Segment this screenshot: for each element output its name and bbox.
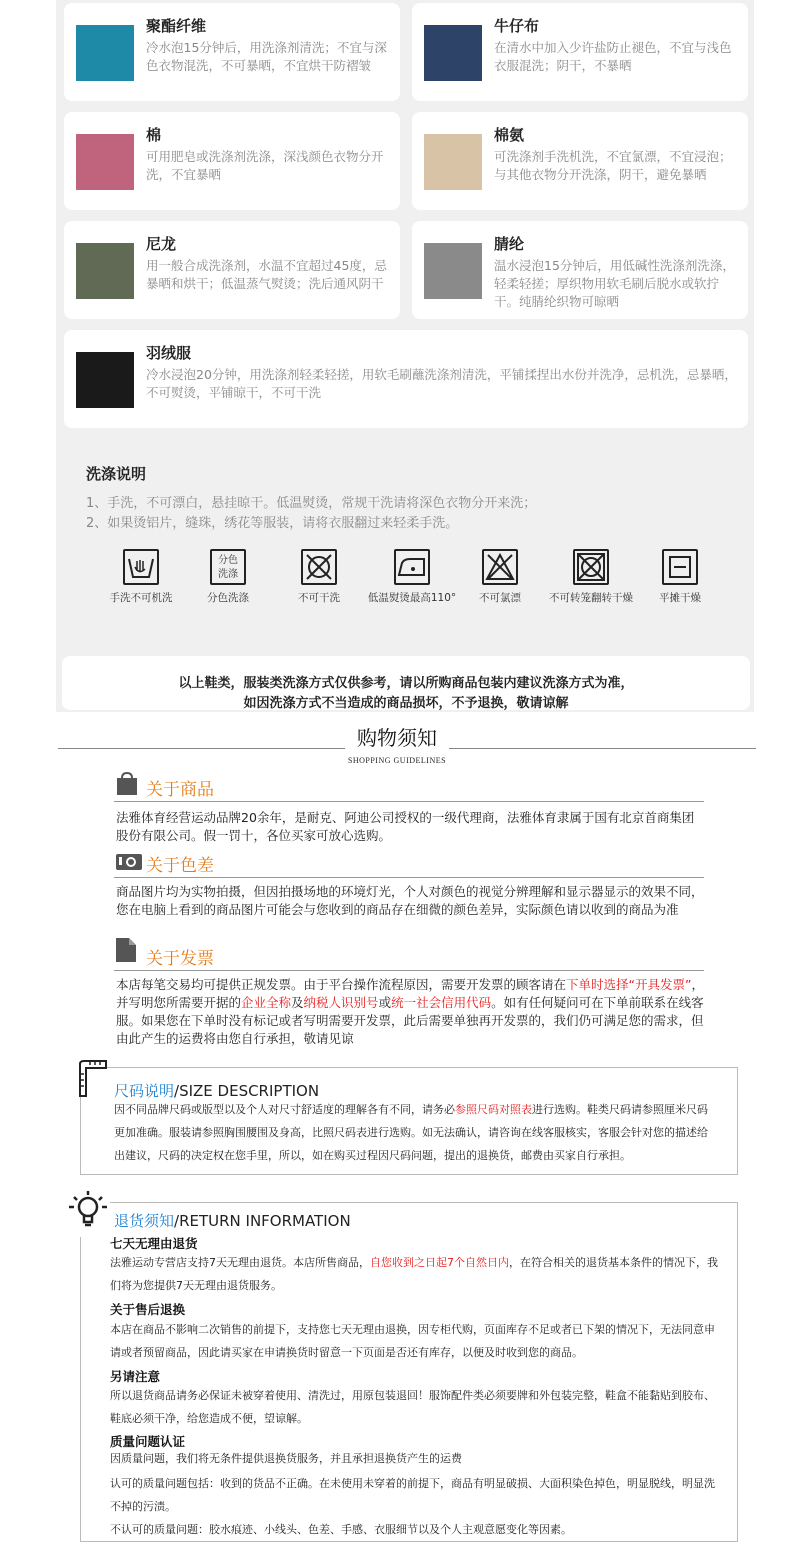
fabric-desc: 可用肥皂或洗涤剂洗涤，深浅颜色衣物分开洗，不宜暴晒 [146, 149, 384, 182]
return-title [114, 1210, 351, 1231]
section-divider [114, 970, 704, 971]
camera-icon [116, 852, 142, 874]
fabric-card [64, 112, 400, 210]
section-divider [114, 877, 704, 878]
text-run: 因不同品牌尺码或版型以及个人对尺寸舒适度的理解各有不同，请务必 [114, 1103, 455, 1116]
low-iron-icon [394, 549, 430, 585]
return-subheading: 七天无理由退货 [110, 1236, 198, 1251]
return-text: 认可的质量问题包括：收到的货品不正确。在未使用未穿着的前提下，商品有明显破损、大面积染色掉色，明显脱线，明显洗不掉的污渍。 [110, 1477, 715, 1513]
return-subheading: 质量问题认证 [110, 1434, 186, 1449]
fabric-card [412, 221, 748, 319]
hand-wash-icon [123, 549, 159, 585]
section-text: 法雅体育经营运动品牌20余年，是耐克、阿迪公司授权的一级代理商，法雅体育隶属于国有北京首商集团股份有限公司。假一罚十，各位买家可放心选购。 [116, 810, 695, 843]
fabric-name: 棉氨 [494, 126, 525, 144]
symbol-label: 平摊干燥 [659, 592, 701, 604]
text-run: ，并写明您所需要开据的 [116, 977, 704, 1010]
text-highlight: 自您收到之日起7个自然日内 [370, 1256, 509, 1269]
symbol-label: 分色洗涤 [207, 592, 249, 604]
return-title-en: /RETURN INFORMATION [174, 1212, 351, 1230]
text-highlight: 企业全称 [241, 995, 292, 1010]
return-text: 本店在商品不影响二次销售的前提下，支持您七天无理由退换，因专柜代购，页面库存不足或者已下架的情况下，无法同意申请或者预留商品，因此请买家在申请换货时留意一下页面是否还有库存，以便及时收到您的商品。 [110, 1323, 715, 1359]
notice-line: 如因洗涤方式不当造成的商品损坏，不予退换，敬请谅解 [243, 696, 569, 711]
page-title-text: 购物须知 [345, 726, 449, 750]
return-text: 因质量问题，我们将无条件提供退换货服务，并且承担退换货产生的运费 [110, 1452, 462, 1465]
fabric-card [64, 221, 400, 319]
text-run: 或 [378, 995, 392, 1010]
invoice-text [116, 976, 706, 1048]
size-title-en: /SIZE DESCRIPTION [174, 1082, 320, 1100]
section-title: 关于商品 [146, 780, 214, 800]
fabric-name: 聚酯纤维 [146, 17, 207, 35]
symbol-label: 手洗不可机洗 [109, 592, 173, 604]
fabric-card [412, 3, 748, 101]
return-text: 不认可的质量问题：胶水痕迹、小线头、色差、手感、衣服细节以及个人主观意愿变化等因素。 [110, 1523, 572, 1536]
text-run: 本店每笔交易均可提供正规发票。由于平台操作流程原因，需要开发票的顾客请在 [116, 977, 567, 992]
symbol-label: 低温熨烫最高110° [367, 592, 457, 604]
symbol-label: 不可干洗 [298, 592, 340, 604]
no-tumble-dry-icon [573, 549, 609, 585]
dry-flat-icon [662, 549, 698, 585]
wash-line: 2、如果烫铝片，缝珠，绣花等服装，请将衣服翻过来轻柔手洗。 [86, 516, 459, 531]
fabric-swatch [424, 25, 482, 81]
text-run: 及 [291, 995, 304, 1010]
separate-wash-icon [210, 549, 246, 585]
fabric-swatch [76, 352, 134, 408]
section-divider [114, 801, 704, 802]
wash-notice [62, 656, 750, 710]
section-title: 关于发票 [146, 949, 214, 969]
text-run: ，在符合相关的退货基本条件的情况下，我们将为您提供7天无理由退货服务。 [110, 1256, 718, 1292]
return-text [110, 1251, 722, 1297]
text-highlight: 统一社会信用代码 [391, 995, 492, 1010]
wash-line: 1、手洗，不可漂白，悬挂晾干。低温熨烫，常规干洗请将深色衣物分开来洗； [86, 496, 537, 511]
text-run: 。如有任何疑问可在下单前联系在线客服。如果您在下单时没有标记或者写明需要开发票，此后需要单独再开发票的，我们仍可满足您的需求，但由此产生的运费将由您自行承担，敬请见谅 [116, 995, 704, 1046]
text-run: 法雅运动专营店支持7天无理由退货。本店所售商品， [110, 1256, 370, 1269]
no-bleach-icon [482, 549, 518, 585]
section-text: 商品图片均为实物拍摄，但因拍摄场地的环境灯光，个人对颜色的视觉分辨理解和显示器显示的效果不同，您在电脑上看到的商品图片可能会与您收到的商品存在细微的颜色差异，实际颜色请以收到的商品为准 [116, 884, 704, 917]
symbol-label: 不可氯漂 [479, 592, 521, 604]
fabric-swatch [76, 134, 134, 190]
separate-wash-glyph: 分色 [218, 555, 238, 566]
fabric-card [64, 3, 400, 101]
fabric-desc: 温水浸泡15分钟后，用低碱性洗涤剂洗涤，轻柔轻搓；厚织物用软毛刷后脱水或软拧干。纯腈纶织物可晾晒 [494, 258, 735, 309]
return-title-cn: 退货须知 [114, 1212, 175, 1230]
text-highlight: 下单时选择“开具发票” [566, 977, 692, 992]
text-highlight: 参照尺码对照表 [455, 1103, 532, 1116]
lightbulb-icon [66, 1189, 110, 1237]
return-subheading: 另请注意 [110, 1369, 161, 1384]
fabric-desc: 可洗涤剂手洗机洗，不宜氯漂，不宜浸泡；与其他衣物分开洗涤，阴干，避免暴晒 [494, 149, 732, 182]
text-highlight: 纳税人识别号 [303, 995, 379, 1010]
fabric-name: 羽绒服 [146, 344, 192, 362]
fabric-name: 尼龙 [146, 235, 177, 253]
fabric-name: 棉 [146, 126, 162, 144]
section-title: 关于色差 [146, 856, 214, 876]
separate-wash-glyph: 洗涤 [218, 569, 238, 580]
fabric-swatch [76, 243, 134, 299]
bag-icon [116, 772, 138, 800]
fabric-name: 腈纶 [494, 235, 525, 253]
fabric-swatch [424, 243, 482, 299]
notice-line: 以上鞋类，服装类洗涤方式仅供参考，请以所购商品包装内建议洗涤方式为准， [178, 676, 634, 691]
text-run: 进行选购。鞋类尺码请参照厘米尺码更加准确。服装请参照胸围腰围及身高，比照尺码表进行选购。如无法确认，请咨询在线客服核实，客服会针对您的描述给出建议，尺码的决定权在您手里，所以，如在购买过程因尺码问题，提出的退换货，邮费由买家自行承担。 [114, 1103, 708, 1162]
fabric-card [412, 112, 748, 210]
no-dry-clean-icon [301, 549, 337, 585]
fabric-name: 牛仔布 [494, 17, 540, 35]
return-subheading: 关于售后退换 [110, 1302, 186, 1317]
document-icon [116, 938, 136, 966]
fabric-swatch [424, 134, 482, 190]
symbol-label: 不可转笼翻转干燥 [549, 592, 633, 604]
fabric-swatch [76, 25, 134, 81]
page-title [0, 722, 794, 751]
wash-title: 洗涤说明 [86, 465, 147, 483]
fabric-desc: 冷水泡15分钟后，用洗涤剂清洗；不宜与深色衣物混洗，不可暴晒，不宜烘干防褶皱 [146, 40, 387, 73]
size-title-cn: 尺码说明 [114, 1082, 175, 1100]
return-text: 所以退货商品请务必保证未被穿着使用、清洗过，用原包装退回！服饰配件类必须要牌和外包装完整，鞋盒不能黏贴到胶布、鞋底必须干净，给您造成不便，望谅解。 [110, 1389, 715, 1425]
fabric-desc: 冷水浸泡20分钟，用洗涤剂轻柔轻搓，用软毛刷蘸洗涤剂清洗，平铺揉捏出水份并洗净，忌机洗，忌暴晒，不可熨烫，平铺晾干，不可干洗 [146, 367, 737, 400]
size-text [114, 1098, 718, 1167]
fabric-card [64, 330, 748, 428]
fabric-desc: 用一般合成洗涤剂，水温不宜超过45度，忌暴晒和烘干；低温蒸气熨烫；洗后通风阴干 [146, 258, 387, 291]
fabric-desc: 在清水中加入少许盐防止褪色，不宜与浅色衣服混洗；阴干，不暴晒 [494, 40, 732, 73]
ruler-icon [78, 1060, 110, 1102]
page-subtitle: SHOPPING GUIDELINES [347, 756, 447, 765]
